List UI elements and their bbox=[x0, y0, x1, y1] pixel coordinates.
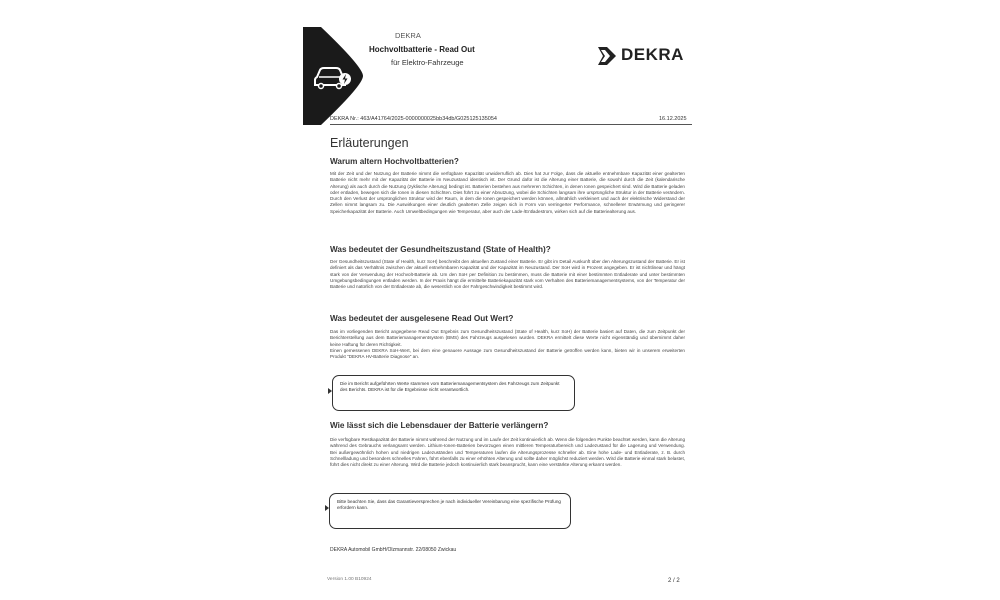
warranty-note-box bbox=[329, 493, 571, 529]
section-text-battery-aging: Mit der Zeit und der Nutzung der Batterie nimmt die verfügbare Kapazität unwiderruflich ab. Dies hat zur Folge, dass die aktuelle entnehmbare Kapazität einer gealterten Batterie nicht mehr mit der Kapazität der Batterie im Neuzustand identisch ist. Der Grund dafür ist die Alterung einer Batterie, die sowohl durch die Zeit (kalendarische Alterung) als auch durch die Nutzung (zyklische Alterung) bedingt ist. Batterien bestehen aus mehreren Schichten, in denen Ionen gespeichert sind. Wird die Batterie geladen oder entladen, bewegen sich die Ionen in diesen Schichten. Dies führt zu einer Abnutzung, wobei die Schichten langsam ihre ursprüngliche Struktur in der Batterie verändern. Durch den Verlust der ursprünglichen Struktur wird der Raum, in dem die Ionen gespeichert werden können, allmählich verkleinert und auch der elektrische Widerstand der Zellen nimmt langsam zu. Die Auswirkungen einer deutlich gealterten Zelle zeigen sich in Form von verringerter Performance, schnellerer Erwärmung und geringerer Speicherkapazität der Batterie. Auch Umweltbedingungen wie Temperatur, aber auch der Lade-/Entladestrom, wirken sich auf die Batteriealterung aus. bbox=[330, 171, 685, 214]
page-number: 2 / 2 bbox=[668, 578, 680, 584]
dekra-logo bbox=[596, 45, 696, 67]
note-arrow-icon bbox=[328, 388, 332, 394]
warranty-note-text: Bitte beachten Sie, dass das Garantieversprechen je nach individueller Vereinbarung eine spezifische Prüfung erfordern kann. bbox=[337, 499, 561, 511]
report-number: DEKRA Nr.: 463/A41764/2025-0000000025bb34db/G025125135054 bbox=[330, 116, 497, 122]
footer-company: DEKRA Automobil GmbH/Olzmannstr. 22/08050 Zwickau bbox=[330, 547, 457, 553]
section-text-extend-life: Die verfügbare Restkapazität der Batterie nimmt während der Nutzung und im Laufe der Zeit kontinuierlich ab. Wenn die folgenden Punkte beachtet werden, kann die Alterung während des Gebrauchs verlangsamt werden. Lithium-Ionen-Batterien bevorzugen einen mittleren Temperaturbereich und Ladezustand für die Lagerung und Verwendung. Bei außergewöhnlich hohen und niedrigen Ladezuständen und Temperaturen laufen die Alterungsprozesse schneller ab. Eine hohe Lade- und Entladerate, z. B. durch Schnellladung und besonders schnelles Fahren, führt ebenfalls zu einer erhöhten Alterung und sollte daher möglichst reduziert werden. Wird die Batterie einmal stark belastet, führt dies nicht direkt zu einer Alterung. Wird die Batterie jedoch kontinuierlich stark beansprucht, kann eine verstärkte Alterung erkannt werden. bbox=[330, 437, 685, 468]
disclaimer-note-text: Die im Bericht aufgeführten Werte stammen vom Batteriemanagementsystem des Fahrzeugs zum Zeitpunkt des Berichts. DEKRA ist für die Ergebnisse nicht verantwortlich. bbox=[340, 381, 560, 393]
section-heading-extend-life: Wie lässt sich die Lebensdauer der Batterie verlängern? bbox=[330, 421, 549, 430]
disclaimer-note-box bbox=[332, 375, 575, 411]
header-title: Hochvoltbatterie - Read Out bbox=[369, 45, 475, 54]
document-page bbox=[303, 0, 700, 600]
dekra-logo-text: DEKRA bbox=[621, 45, 684, 64]
section-heading-read-out-value: Was bedeutet der ausgelesene Read Out Wert? bbox=[330, 314, 514, 323]
section-heading-battery-aging: Warum altern Hochvoltbatterien? bbox=[330, 157, 459, 166]
section-heading-state-of-health: Was bedeutet der Gesundheitszustand (State of Health)? bbox=[330, 245, 551, 254]
report-date: 16.12.2025 bbox=[659, 116, 687, 122]
page-title: Erläuterungen bbox=[330, 136, 409, 150]
footer-version: Version 1.00 B10924 bbox=[327, 577, 372, 582]
dekra-logo-mark-icon bbox=[596, 45, 618, 67]
header-brand-small: DEKRA bbox=[395, 31, 421, 40]
header-subtitle: für Elektro-Fahrzeuge bbox=[391, 58, 464, 67]
header-divider bbox=[330, 124, 692, 125]
header-corner-graphic bbox=[303, 27, 363, 125]
note-arrow-icon bbox=[325, 505, 329, 511]
section-text-state-of-health: Der Gesundheitszustand (State of Health, kurz SoH) beschreibt den aktuellen Zustand einer Batterie. Er gibt im Detail Auskunft über den Alterungszustand der Batterie. Er ist definiert als das Verhältnis zwischen der aktuell entnehmbaren Kapazität und der Kapazität im Neuzustand. Der SoH wird in Prozent angegeben. Er ist nichtlinear und hängt stark von der Verwendung der Hochvolt-Batterie ab. Um den SoH per Definition zu bestimmen, muss die Batterie mit einer bestimmten Entladerate und unter bestimmten Umgebungsbedingungen entladen werden. In der Praxis hängt die ermittelte Batteriekapazität stark vom Verhalten des Batteriemanagementsystems, von der Temperatur der Batterie und natürlich von der Entladerate ab, die wesentlich von der Fahrgeschwindigkeit bestimmt wird. bbox=[330, 259, 685, 290]
section-text-read-out-value: Das im vorliegenden Bericht angegebene Read Out Ergebnis zum Gesundheitszustand (State of Health, kurz SoH) der Batterie basiert auf Daten, die zum Zeitpunkt der Berichterstellung aus dem Batteriemanagementsystem (BMS) des Fahrzeugs ausgelesen wurden. DEKRA ermittelt diese Werte nicht eigenständig und übernimmt daher keine Haftung für deren Richtigkeit. Einen gemessenen DEKRA SoH-Wert, bei dem eine genauere Aussage zum Gesundheitszustand der Batterie getroffen werden kann, bieten wir in unserem erweiterten Produkt "DEKRA HV-Batterie Diagnose" an. bbox=[330, 329, 685, 360]
